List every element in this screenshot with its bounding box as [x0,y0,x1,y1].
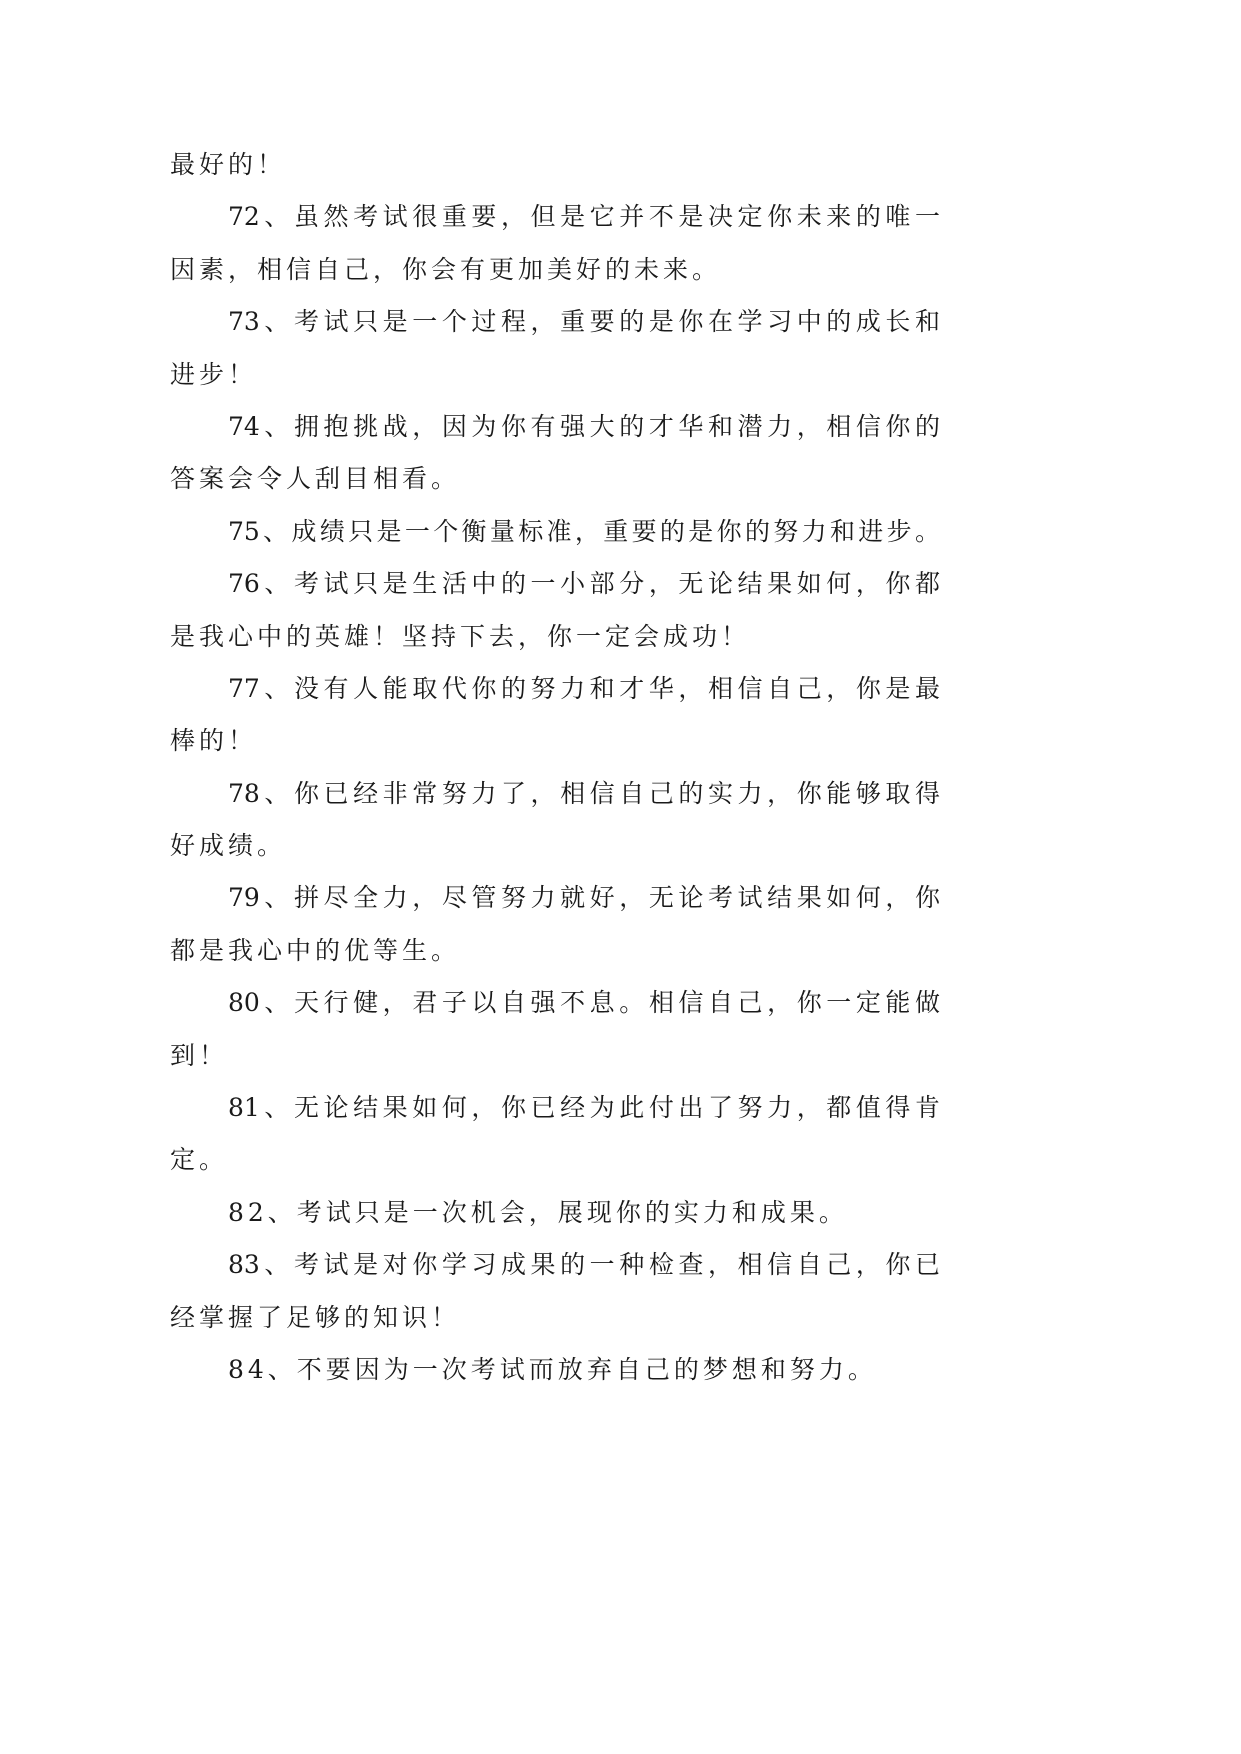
paragraph-line: 因素，相信自己，你会有更加美好的未来。 [170,254,722,284]
paragraph [170,506,940,558]
paragraph [170,977,940,1082]
paragraph-line: 82、考试只是一次机会，展现你的实力和成果。 [228,1197,848,1227]
paragraph [170,872,940,977]
paragraph-line: 74、拥抱挑战，因为你有强大的才华和潜力，相信你的 [228,411,940,441]
paragraph-line: 72、虽然考试很重要，但是它并不是决定你未来的唯一 [228,202,940,232]
paragraph-line: 是我心中的英雄！坚持下去，你一定会成功！ [170,621,751,651]
paragraph [170,1239,940,1344]
paragraph-line: 答案会令人刮目相看。 [170,464,461,494]
paragraph-line: 进步！ [170,359,258,389]
paragraph-line: 75、成绩只是一个衡量标准，重要的是你的努力和进步。 [228,516,940,546]
paragraph-line: 78、你已经非常努力了，相信自己的实力，你能够取得 [228,778,940,808]
paragraph [170,401,940,506]
paragraph [170,663,940,768]
paragraph-line: 最好的！ [170,150,287,179]
paragraph-line: 到！ [170,1040,229,1070]
paragraph-line: 棒的！ [170,726,258,756]
paragraph-line: 76、考试只是生活中的一小部分，无论结果如何，你都 [228,569,940,599]
paragraph-line: 84、不要因为一次考试而放弃自己的梦想和努力。 [228,1354,877,1384]
paragraph [170,191,940,296]
paragraph-line: 73、考试只是一个过程，重要的是你在学习中的成长和 [228,307,940,337]
paragraph-line: 80、天行健，君子以自强不息。相信自己，你一定能做 [228,988,940,1018]
paragraph-line: 定。 [170,1145,229,1175]
paragraph-line: 81、无论结果如何，你已经为此付出了努力，都值得肯 [228,1093,940,1123]
paragraph-line: 都是我心中的优等生。 [170,935,461,965]
paragraph-line: 79、拼尽全力，尽管努力就好，无论考试结果如何，你 [228,883,940,913]
paragraph [170,768,940,873]
paragraph-line: 77、没有人能取代你的努力和才华，相信自己，你是最 [228,673,940,703]
paragraph-line: 83、考试是对你学习成果的一种检查，相信自己，你已 [228,1250,940,1280]
paragraph [170,1082,940,1187]
paragraph [170,558,940,663]
paragraph [170,1187,940,1239]
paragraph [170,1344,940,1396]
paragraph-line: 经掌握了足够的知识！ [170,1302,461,1332]
document-page [170,139,940,1396]
paragraph [170,139,940,191]
paragraph [170,296,940,401]
paragraph-line: 好成绩。 [170,831,287,861]
